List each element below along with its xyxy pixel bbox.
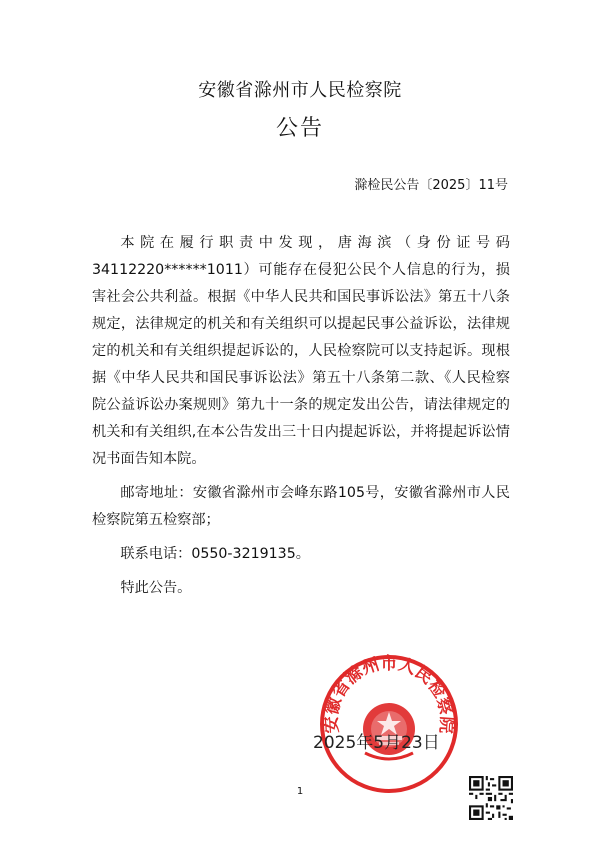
paragraph-closing: 特此公告。 xyxy=(120,580,192,596)
qr-code-icon xyxy=(469,776,513,820)
document-title: 公告 xyxy=(275,116,324,141)
seal-text: 安徽省滁州市人民检察院 xyxy=(321,653,457,734)
page-number: 1 xyxy=(296,786,304,797)
paragraph-address: 邮寄地址：安徽省滁州市会峰东路105号，安徽省滁州市人民检察院第五检察部； xyxy=(92,485,510,528)
paragraph-phone: 联系电话：0550-3219135。 xyxy=(120,546,310,562)
signature-date: 2025年5月23日 xyxy=(313,733,440,753)
document-number: 滁检民公告〔2025〕11号 xyxy=(354,178,508,193)
organization-title: 安徽省滁州市人民检察院 xyxy=(198,80,402,101)
paragraph-main: 本院在履行职责中发现，唐海滨（身份证号码34112220******1011）可能存在侵犯公民个人信息的行为，损害社会公共利益。根据《中华人民共和国民事诉讼法》第五十八条规定，法律规定的机关和有关组织可以提起民事公益诉讼，法律规定的机关和有关组织提起诉讼的，人民检察院可以支持起诉。现根据《中华人民共和国民事诉讼法》第五十八条第二款、《人民检察院公益诉讼办案规则》第九十一条的规定发出公告，请法律规定的机关和有关组织,在本公告发出三十日内提起诉讼，并将提起诉讼情况书面告知本院。 xyxy=(92,235,510,467)
official-seal xyxy=(318,653,460,795)
announcement-body xyxy=(92,230,510,602)
